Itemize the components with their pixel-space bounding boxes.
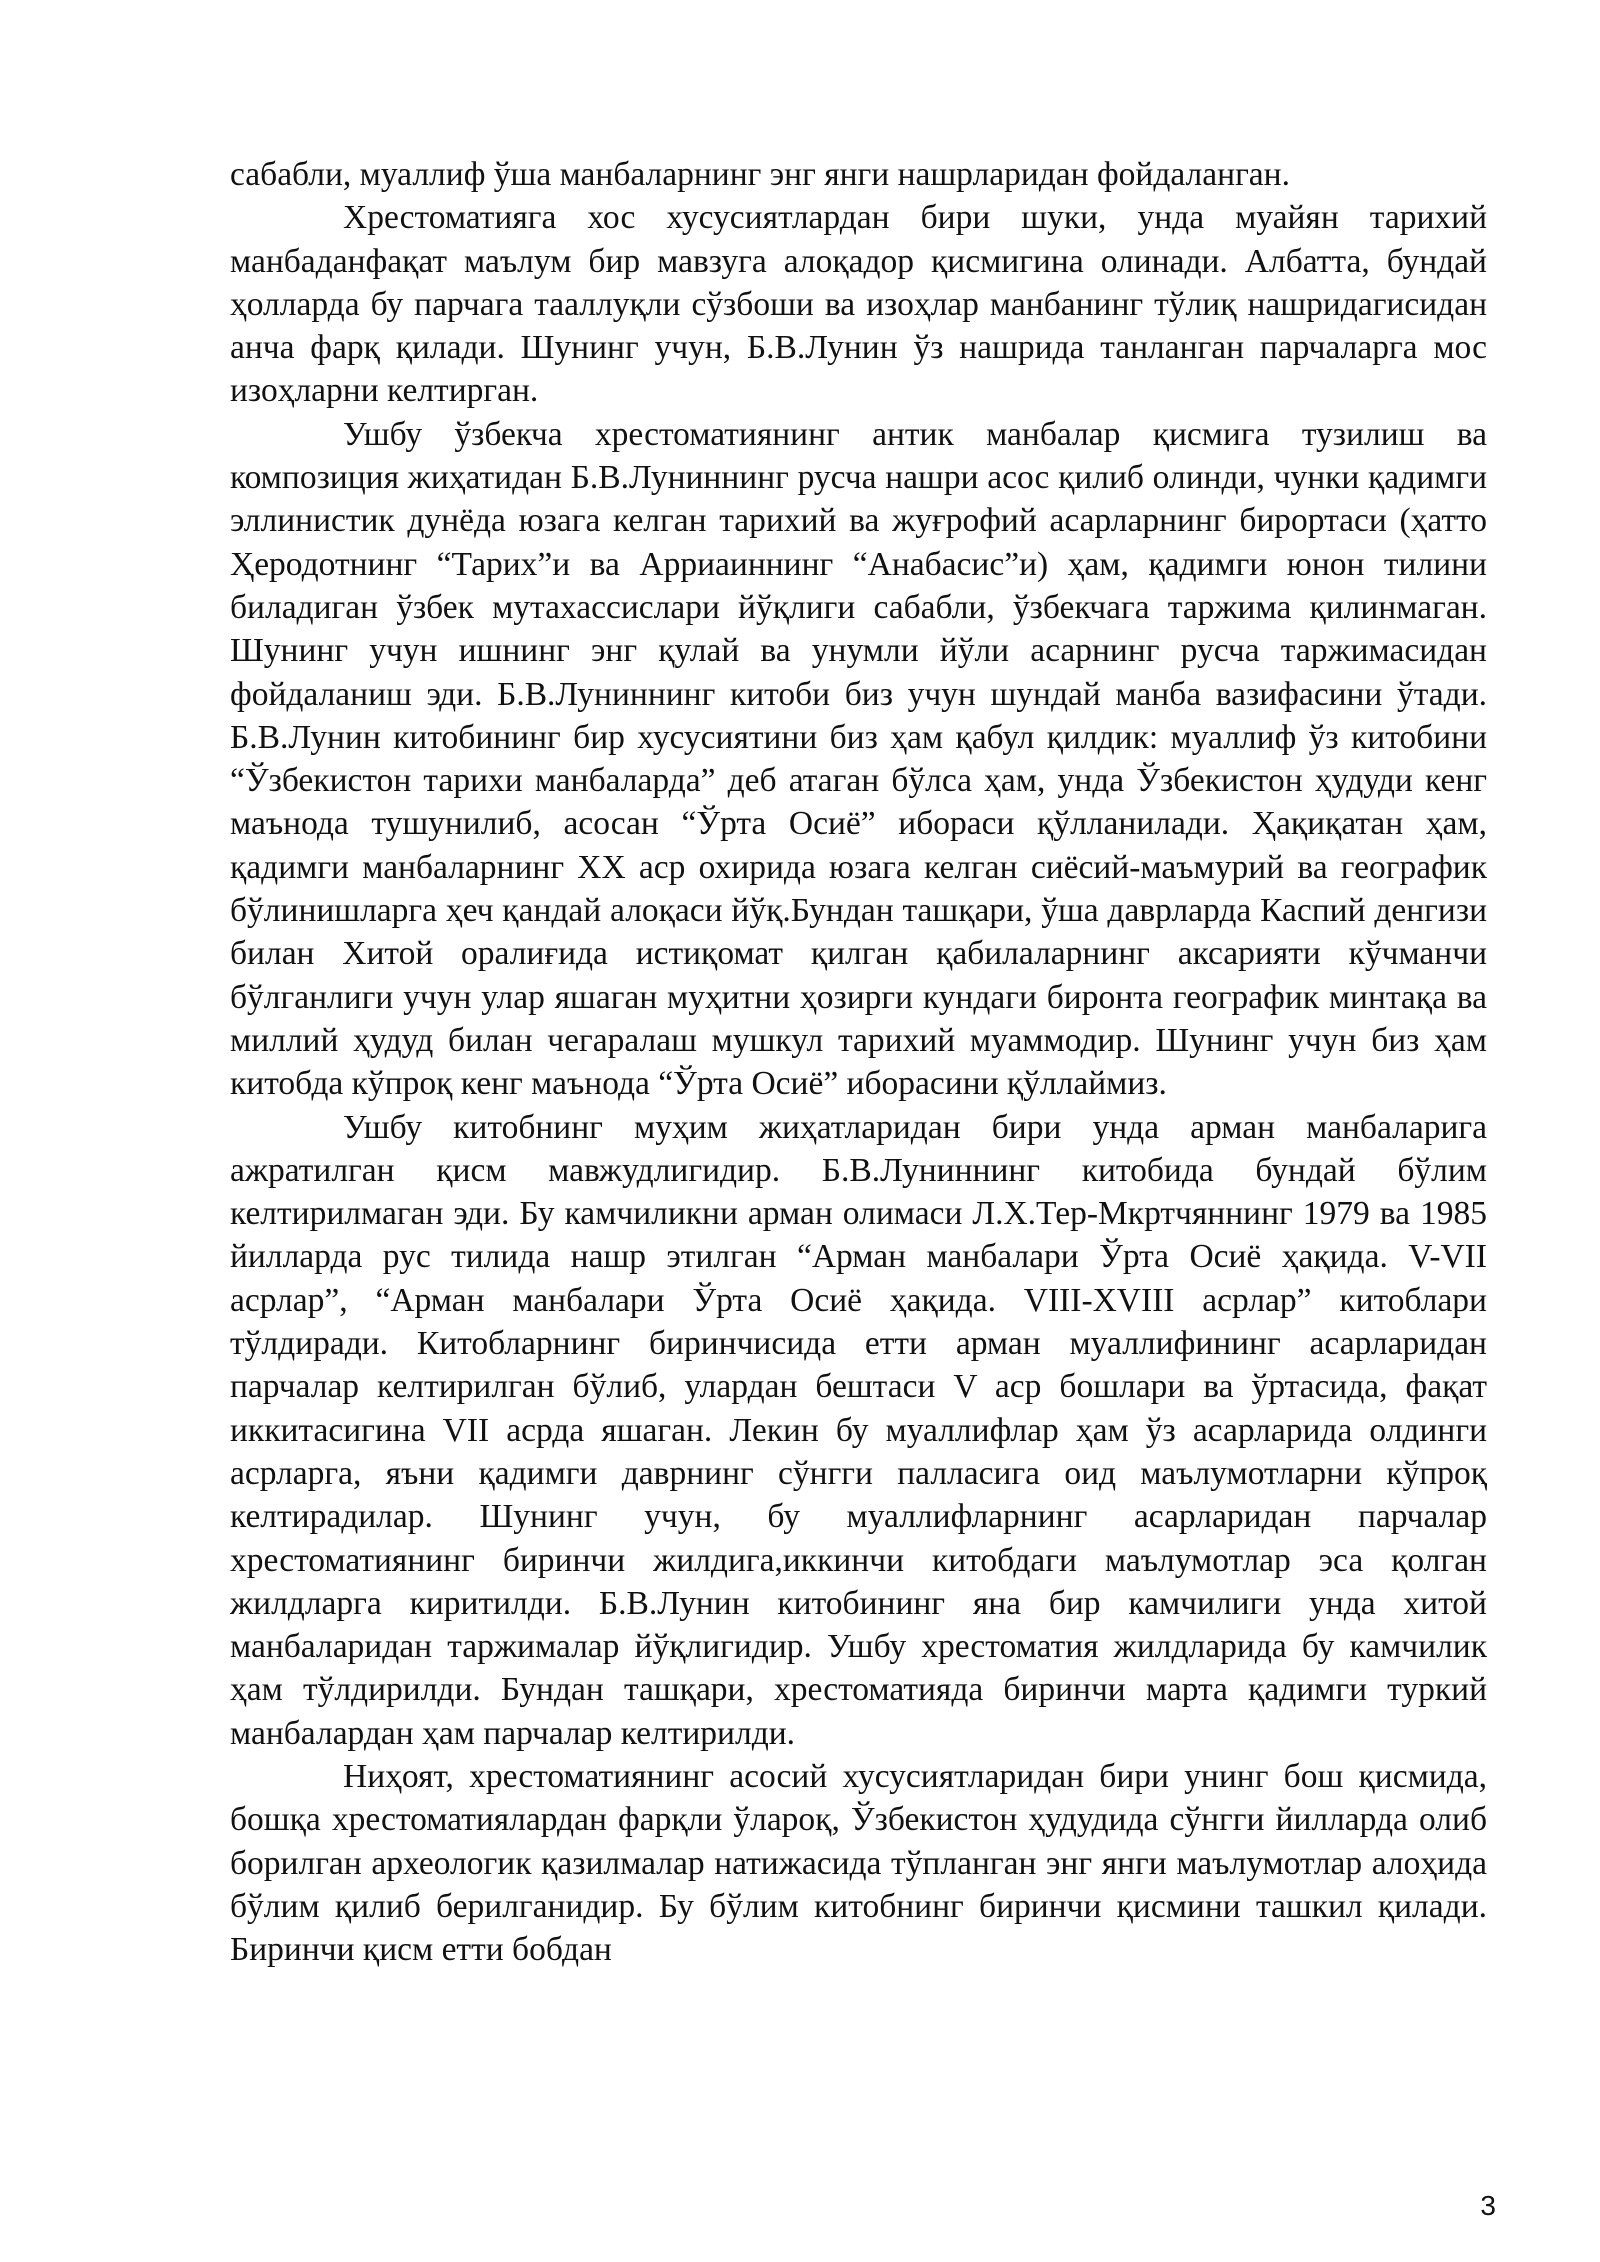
- paragraph: Хрестоматияга хос хусусиятлардан бири шуки, унда муайян тарихий манбаданфақат маълум бир мавзуга алоқадор қисмигина олинади. Албатта, бундай ҳолларда бу парчага тааллуқли сўзбоши ва изоҳлар манбанинг тўлиқ нашридагисидан анча фарқ қилади. Шунинг учун, Б.В.Лунин ўз нашрида танланган парчаларга мос изоҳларни келтирган.: [230, 199, 1487, 410]
- paragraph: Ниҳоят, хрестоматиянинг асосий хусусиятларидан бири унинг бош қисмида, бошқа хрестоматиялардан фарқли ўлароқ, Ўзбекистон ҳудудида сўнгги йилларда олиб борилган археологик қазилмалар натижасида тўпланган энг янги маълумотлар алоҳида бўлим қилиб берилганидир. Бу бўлим китобнинг биринчи қисмини ташкил қилади. Биринчи қисм етти бобдан: [230, 1757, 1487, 1969]
- page-number: 3: [1480, 2190, 1496, 2221]
- body-text: [230, 153, 1487, 1971]
- paragraph: Ушбу китобнинг муҳим жиҳатларидан бири унда арман манбаларига ажратилган қисм мавжудлигидир. Б.В.Луниннинг китобида бундай бўлим келтирилмаган эди. Бу камчиликни арман олимаси Л.Х.Тер-Мкртчяннинг 1979 ва 1985 йилларда рус тилида нашр этилган “Арман манбалари Ўрта Осиё ҳақида. V-VII асрлар”, “Арман манбалари Ўрта Осиё ҳақида. VIII-XVIII асрлар” китоблари тўлдиради. Китобларнинг биринчисида етти арман муаллифининг асарларидан парчалар келтирилган бўлиб, улардан бештаси V аср бошлари ва ўртасида, фақат иккитасигина VII асрда яшаган. Лекин бу муаллифлар ҳам ўз асарларида олдинги асрларга, яъни қадимги даврнинг сўнгги палласига оид маълумотларни кўпроқ келтирадилар. Шунинг учун, бу муаллифларнинг асарларидан парчалар хрестоматиянинг биринчи жилдига,иккинчи китобдаги маълумотлар эса қолган жилдларга киритилди. Б.В.Лунин китобининг яна бир камчилиги унда хитой манбаларидан таржималар йўқлигидир. Ушбу хрестоматия жилдларида бу камчилик ҳам тўлдирилди. Бундан ташқари, хрестоматияда биринчи марта қадимги туркий манбалардан ҳам парчалар келтирилди.: [230, 1108, 1487, 1752]
- paragraph-continuation: сабабли, муаллиф ўша манбаларнинг энг янги нашрларидан фойдаланган.: [230, 156, 1290, 193]
- paragraph: Ушбу ўзбекча хрестоматиянинг антик манбалар қисмига тузилиш ва композиция жиҳатидан Б.В.Луниннинг русча нашри асос қилиб олинди, чунки қадимги эллинистик дунёда юзага келган тарихий ва жуғрофий асарларнинг бирортаси (ҳатто Ҳеродотнинг “Тарих”и ва Арриаиннинг “Анабасис”и) ҳам, қадимги юнон тилини биладиган ўзбек мутахассислари йўқлиги сабабли, ўзбекчага таржима қилинмаган. Шунинг учун ишнинг энг қулай ва унумли йўли асарнинг русча таржимасидан фойдаланиш эди. Б.В.Луниннинг китоби биз учун шундай манба вазифасини ўтади. Б.В.Лунин китобининг бир хусусиятини биз ҳам қабул қилдик: муаллиф ўз китобини “Ўзбекистон тарихи манбаларда” деб атаган бўлса ҳам, унда Ўзбекистон ҳудуди кенг маънода тушунилиб, асосан “Ўрта Осиё” ибораси қўлланилади. Ҳақиқатан ҳам, қадимги манбаларнинг XX аср охирида юзага келган сиёсий-маъмурий ва географик бўлинишларга ҳеч қандай алоқаси йўқ.Бундан ташқари, ўша даврларда Каспий денгизи билан Хитой оралиғида истиқомат қилган қабилаларнинг аксарияти кўчманчи бўлганлиги учун улар яшаган муҳитни ҳозирги кундаги биронта географик минтақа ва миллий ҳудуд билан чегаралаш мушкул тарихий муаммодир. Шунинг учун биз ҳам китобда кўпроқ кенг маънода “Ўрта Осиё” иборасини қўллаймиз.: [230, 415, 1487, 1103]
